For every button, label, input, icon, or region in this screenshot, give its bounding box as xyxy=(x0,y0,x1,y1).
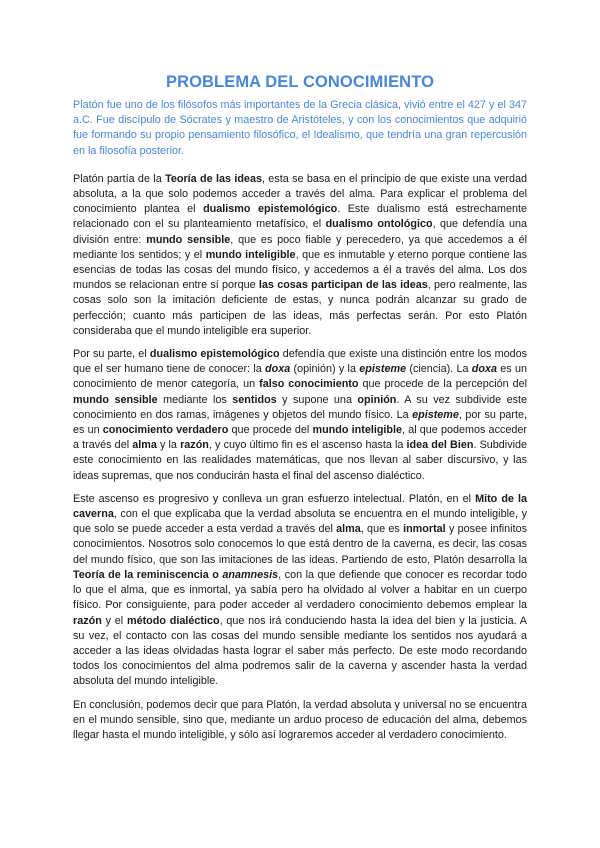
text-run: En conclusión, podemos decir que para Platón, la verdad absoluta y universal no se encuentra en el mundo sensible, sino que, mediante un arduo proceso de educación del alma, debemos llegar hasta el mundo inteligible, y sólo así lograremos acceder al verdadero conocimiento. xyxy=(73,698,527,741)
key-term: Teoría de la reminiscencia o xyxy=(73,568,223,581)
key-term: dualismo ontológico xyxy=(325,218,433,231)
body-paragraph-2 xyxy=(73,347,527,484)
text-run: , con el que explicaba que la verdad absoluta se encuentra en el mundo inteligible, y que solo se puede acceder a esta verdad a través del xyxy=(73,508,527,536)
emphasis-term: anamnesis xyxy=(222,568,279,581)
text-run: , que es xyxy=(360,523,404,536)
key-term: Mito de la caverna xyxy=(73,492,527,521)
key-term: falso conocimiento xyxy=(259,378,359,391)
key-term: mundo inteligible xyxy=(312,424,403,437)
body-paragraph-3 xyxy=(73,492,527,690)
key-term: razón xyxy=(73,614,102,627)
key-term: dualismo epistemológico xyxy=(149,348,280,361)
text-run: . Subdivide este conocimiento en las realidades matemáticas, que nos llevan al saber discursivo, y las ideas supremas, que nos conducirán hasta el final del ascenso dialéctico. xyxy=(73,439,527,482)
body-paragraph-1 xyxy=(73,172,527,339)
emphasis-term: episteme xyxy=(359,363,407,376)
text-run: y supone una xyxy=(276,393,358,406)
text-run: . A su vez subdivide este conocimiento en dos ramas, imágenes y objetos del mundo físico. La xyxy=(73,393,527,421)
text-run: Por su parte, el xyxy=(73,348,150,361)
key-term: dualismo epistemológico xyxy=(203,203,338,216)
text-run: y posee infinitos conocimientos. Nosotros solo conocemos lo que está dentro de la caverna, es decir, las cosas del mundo físico, que son las imitaciones de las ideas. Partiendo de esto, Platón desarrolla la xyxy=(73,523,527,566)
key-term: método dialéctico xyxy=(126,614,220,627)
text-run: Este ascenso es progresivo y conlleva un gran esfuerzo intelectual. Platón, en el xyxy=(73,492,476,505)
emphasis-term: doxa xyxy=(471,363,497,376)
text-run: , esta se basa en el principio de que existe una verdad absoluta, a la que solo podemos acceder a través del alma. Para explicar el problema del conocimiento plantea el xyxy=(73,172,527,216)
key-term: mundo sensible xyxy=(73,393,158,406)
text-run: . Este dualismo está estrechamente relacionado con el su planteamiento metafísico, el xyxy=(73,203,527,231)
emphasis-term: episteme xyxy=(412,408,459,421)
text-run: y la xyxy=(156,439,181,452)
text-run: , que nos irá conduciendo hasta la idea del bien y la justicia. A su vez, el contacto con las cosas del mundo sensible mediante los sentidos nos ayudará a acceder a las ideas olvidadas hasta lograr el saber más perfecto. De este modo recordando todos los conocimientos del alma podremos salir de la caverna y ascender hasta la verdad absoluta del mundo inteligible. xyxy=(73,614,527,688)
key-term: mundo inteligible xyxy=(205,248,296,261)
emphasis-term: doxa xyxy=(265,363,291,376)
text-run: , pero realmente, las cosas solo son la imitación deficiente de estas, y nunca podrán alcanzar su grado de perfección; cuanto más participen de las ideas, más perfectas serán. Por esto Platón consideraba que el mundo inteligible era superior. xyxy=(73,279,528,337)
body-paragraph-4 xyxy=(73,698,527,744)
text-run: , con la que defiende que conocer es recordar todo lo que el alma, que es inmortal, ya sabía pero ha olvidado al volver a habitar en un cuerpo físico. Por consiguiente, para poder acceder al verdadero conocimiento debemos emplear la xyxy=(73,568,527,612)
text-run: y el xyxy=(101,614,127,627)
intro-paragraph: Platón fue uno de los filósofos más importantes de la Grecia clásica, vivió entre el 427 y el 347 a.C. Fue discípulo de Sócrates y maestro de Aristóteles, y con los conocimientos que adquirió fue formando su propio pensamiento filosófico, el Idealismo, que tendría una gran repercusión en la filosofía posterior. xyxy=(73,99,527,157)
text-run: Platón partía de la xyxy=(73,172,166,185)
key-term: idea del Bien xyxy=(406,439,474,452)
text-run: (opinión) y la xyxy=(290,363,360,376)
text-run: es un conocimiento de menor categoría, un xyxy=(73,363,527,391)
key-term: Teoría de las ideas xyxy=(165,172,262,185)
text-run: , que es inmutable y eterno porque contiene las esencias de todas las cosas del mundo físico, y accedemos a él a través del alma. Los dos mundos se relacionan entre sí porque xyxy=(73,248,528,292)
key-term: las cosas participan de las ideas xyxy=(258,279,428,292)
key-term: mundo sensible xyxy=(146,233,231,246)
text-run: , y cuyo último fin es el ascenso hasta la xyxy=(208,439,407,452)
text-run: que procede de la percepción del xyxy=(358,378,527,391)
key-term: alma xyxy=(132,439,157,452)
key-term: sentidos xyxy=(232,393,277,406)
text-run: , al que podemos acceder a través del xyxy=(73,424,527,452)
page-title: PROBLEMA DEL CONOCIMIENTO xyxy=(165,73,435,91)
key-term: alma xyxy=(336,523,361,536)
key-term: conocimiento verdadero xyxy=(102,424,229,437)
text-run: (ciencia). La xyxy=(406,363,472,376)
key-term: razón xyxy=(180,439,209,452)
text-run: , que es poco fiable y perecedero, ya que accedemos a él mediante los sentidos; y el xyxy=(73,233,527,261)
text-run: mediante los xyxy=(157,393,233,406)
text-run: , por su parte, es un xyxy=(73,408,527,437)
key-term: inmortal xyxy=(403,523,446,536)
text-run: , que defendía una división entre: xyxy=(73,218,527,246)
key-term: opinión xyxy=(357,393,397,406)
text-run: que procede del xyxy=(228,424,313,437)
text-run: defendía que existe una distinción entre los modos que el ser humano tiene de conocer: la xyxy=(73,348,528,376)
